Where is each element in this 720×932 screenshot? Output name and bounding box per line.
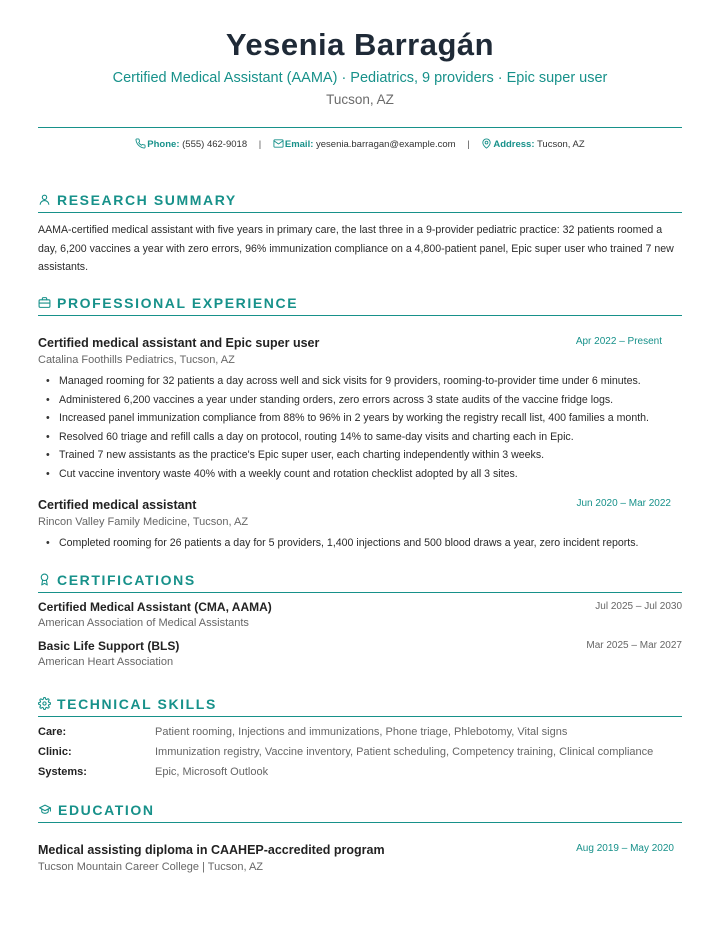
job-bullet: • Cut vaccine inventory waste 40% with a weekly count and rotation checklist adopted by all 3 sites.: [38, 465, 688, 484]
location-pin-icon: [481, 138, 492, 149]
certification-dates: Mar 2025 – Mar 2027: [586, 640, 682, 651]
phone-label: Phone:: [147, 139, 180, 150]
education-dates: Aug 2019 – May 2020: [576, 843, 674, 854]
section-title-text: EDUCATION: [58, 802, 155, 818]
section-education: [38, 802, 682, 823]
skill-category-items: Patient rooming, Injections and immunizations, Phone triage, Phlebotomy, Vital signs: [155, 726, 568, 738]
section-certifications: [38, 572, 682, 593]
mail-icon: [273, 138, 284, 149]
skill-category-label: Systems:: [38, 766, 87, 778]
email-label: Email:: [284, 139, 314, 150]
certification-name: Basic Life Support (BLS): [38, 639, 180, 653]
header-divider: [38, 127, 682, 128]
certification-issuer: American Association of Medical Assistants: [38, 617, 249, 629]
education-school: Tucson Mountain Career College | Tucson, AZ: [38, 861, 264, 873]
section-title-text: RESEARCH SUMMARY: [57, 192, 237, 208]
job-bullet: • Completed rooming for 26 patients a day for 5 providers, 1,400 injections and 500 blood draws a year, zero incident reports.: [38, 534, 688, 553]
candidate-name: Yesenia Barragán: [225, 27, 495, 62]
certification-issuer: American Heart Association: [38, 656, 174, 668]
graduation-cap-icon: [38, 803, 52, 816]
job-bullet: • Increased panel immunization compliance from 88% to 96% in 2 years by working the registry recall list, 400 families a month.: [38, 409, 688, 428]
award-ribbon-icon: [38, 573, 51, 586]
job-title: Certified medical assistant and Epic super user: [38, 336, 320, 350]
job-bullet: • Administered 6,200 vaccines a year under standing orders, zero errors across 3 state audits of the vaccine fridge logs.: [38, 391, 688, 410]
section-professional-experience: [38, 295, 682, 316]
contact-bar: [0, 138, 720, 151]
summary-text: AAMA-certified medical assistant with five years in primary care, the last three in a 9-provider pediatric practice: 32 patients roomed a day, 6,200 vaccines a year with zero errors, 96% immunization compliance on a 4,800-patient panel, Epic super user who trained 7 new assistants.: [38, 224, 674, 273]
job-bullet: • Trained 7 new assistants as the practice's Epic super user, each charting independently within 3 weeks.: [38, 446, 688, 465]
certification-name: Certified Medical Assistant (CMA, AAMA): [38, 600, 272, 614]
education-degree: Medical assisting diploma in CAAHEP-accredited program: [38, 843, 385, 857]
email-value[interactable]: yesenia.barragan@example.com: [316, 139, 456, 150]
skill-category-label: Clinic:: [38, 746, 72, 758]
job-dates: Jun 2020 – Mar 2022: [576, 498, 671, 509]
section-title-text: PROFESSIONAL EXPERIENCE: [57, 295, 299, 311]
resume-header: [0, 0, 720, 108]
certification-dates: Jul 2025 – Jul 2030: [595, 601, 682, 612]
job-title: Certified medical assistant: [38, 498, 197, 512]
address-label: Address:: [493, 139, 535, 150]
briefcase-icon: [38, 296, 51, 309]
section-title-text: CERTIFICATIONS: [57, 572, 196, 588]
job-organization: Catalina Foothills Pediatrics, Tucson, AZ: [38, 354, 235, 366]
skill-category-label: Care:: [38, 726, 67, 738]
section-technical-skills: [38, 696, 682, 717]
gear-icon: [38, 697, 51, 710]
phone-icon: [135, 138, 146, 149]
job-bullet: • Managed rooming for 32 patients a day across well and sick visits for 9 providers, rooming-to-provider time under 6 minutes.: [38, 372, 688, 391]
section-research-summary: [38, 192, 682, 213]
section-title-text: TECHNICAL SKILLS: [57, 696, 217, 712]
job-bullets: [38, 534, 688, 553]
job-bullets: [38, 372, 688, 484]
skill-category-items: Epic, Microsoft Outlook: [155, 766, 269, 778]
job-organization: Rincon Valley Family Medicine, Tucson, AZ: [38, 516, 249, 528]
contact-separator: |: [258, 139, 262, 150]
job-dates: Apr 2022 – Present: [575, 336, 662, 347]
contact-separator: |: [467, 139, 470, 150]
address-value: Tucson, AZ: [536, 139, 585, 150]
job-bullet: • Resolved 60 triage and refill calls a day on protocol, routing 14% to same-day visits and charting each in Epic.: [38, 428, 688, 447]
skill-category-items: Immunization registry, Vaccine inventory, Patient scheduling, Competency training, Clinical compliance: [155, 746, 654, 758]
user-icon: [38, 193, 51, 206]
phone-value[interactable]: (555) 462-9018: [182, 139, 248, 150]
headline: Certified Medical Assistant (AAMA) · Pediatrics, 9 providers · Epic super user: [112, 70, 608, 86]
header-location: Tucson, AZ: [326, 92, 394, 107]
